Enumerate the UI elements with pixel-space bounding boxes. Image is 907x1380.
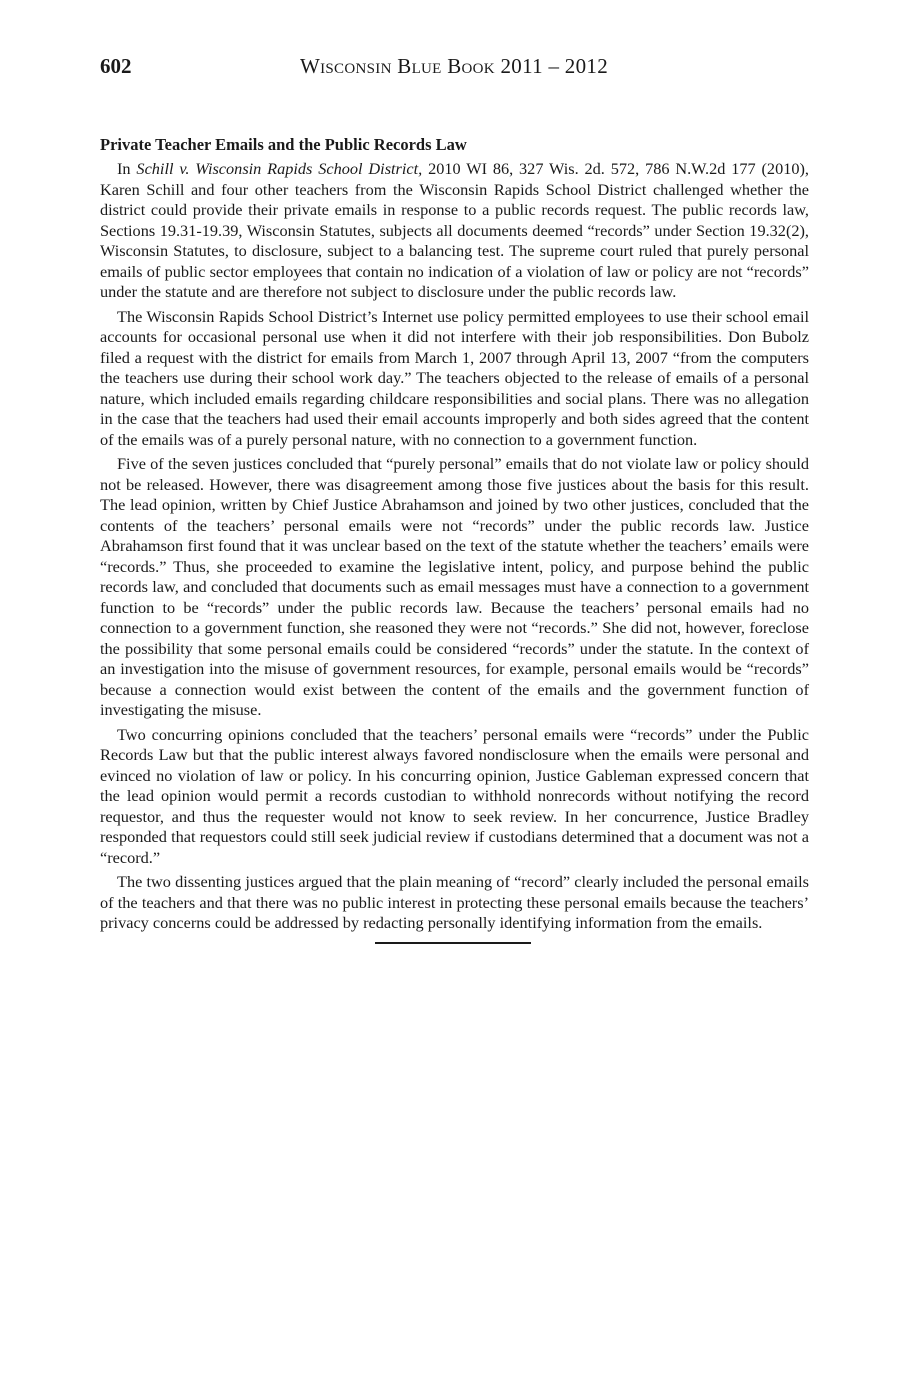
paragraph-2: The Wisconsin Rapids School District’s Internet use policy permitted employees to use their school email accounts for occasional personal use when it did not interfere with their job responsibilities. Don Bubolz filed a request with the district for emails from March 1, 2007 through April 13, 2007 “from the computers the teachers use during their school work day.” The teachers objected to the release of emails of a personal nature, which included emails regarding childcare responsibilities and social plans. There was no allegation in the case that the teachers had used their email accounts improperly and both sides agreed that the content of the emails was of a purely personal nature, with no connection to a government function. bbox=[100, 306, 809, 449]
paragraph-4: Two concurring opinions concluded that the teachers’ personal emails were “records” under the Public Records Law but that the public interest always favored nondisclosure when the emails were personal and evinced no violation of law or policy. In his concurring opinion, Justice Gableman expressed concern that the lead opinion would permit a records custodian to withhold nonrecords without notifying the record requestor, and thus the requester would not know to seek review. In her concurrence, Justice Bradley responded that requestors could still seek judicial review if custodians determined that a document was not a “record.” bbox=[100, 724, 809, 867]
running-head-word: Wisconsin bbox=[300, 54, 392, 78]
section-title: Private Teacher Emails and the Public Records Law bbox=[100, 135, 467, 154]
page-header bbox=[100, 54, 807, 84]
paragraph-5: The two dissenting justices argued that the plain meaning of “record” clearly included the personal emails of the teachers and that there was no public interest in protecting these personal emails because the teachers’ privacy concerns could be addressed by redacting personally identifying information from the emails. bbox=[100, 872, 809, 932]
end-rule bbox=[375, 942, 531, 944]
page-number: 602 bbox=[100, 54, 132, 78]
running-head bbox=[300, 54, 608, 79]
paragraph-3: Five of the seven justices concluded that “purely personal” emails that do not violate law or policy should not be released. However, there was disagreement among those five justices about the basis for this result. The lead opinion, written by Chief Justice Abrahamson and joined by two other justices, concluded that the contents of the teachers’ personal emails were not “records” under the public records law. Justice Abrahamson first found that it was unclear based on the text of the statute whether the teachers’ emails were “records.” Thus, she proceeded to examine the legislative intent, policy, and purpose behind the public records law, and concluded that documents such as email messages must have a connection to a government function to be “records” under the public records law. Because the teachers’ personal emails had no connection to a government function, she reasoned they were not “records.” She did not, however, foreclose the possibility that some personal emails could be considered “records” under the statute. In the context of an investigation into the misuse of government resources, for example, personal emails would be “records” because a connection would exist between the content of the emails and the government function of investigating the misuse. bbox=[100, 454, 809, 719]
running-head-word: Blue bbox=[397, 54, 442, 78]
paragraph-1-rest: 2010 WI 86, 327 Wis. 2d. 572, 786 N.W.2d 177 (2010), Karen Schill and four other teachers from the Wisconsin Rapids School District challenged whether the district could provide their private emails in response to a public records request. The public records law, Sections 19.31-19.39, Wisconsin Statutes, subjects all documents deemed “records” under Section 19.32(2), Wisconsin Statutes, to disclosure, subject to a balancing test. The supreme court ruled that purely personal emails of public sector employees that contain no indication of a violation of law or policy are not “records” under the statute and are therefore not subject to disclosure under the public records law. bbox=[100, 159, 809, 301]
paragraph-1-lead: In bbox=[117, 159, 137, 178]
running-head-word: Book bbox=[447, 54, 495, 78]
case-name: Schill v. Wisconsin Rapids School District, bbox=[136, 159, 423, 178]
paragraph-1 bbox=[100, 159, 809, 303]
article bbox=[100, 134, 809, 944]
running-head-years: 2011 – 2012 bbox=[500, 54, 609, 78]
